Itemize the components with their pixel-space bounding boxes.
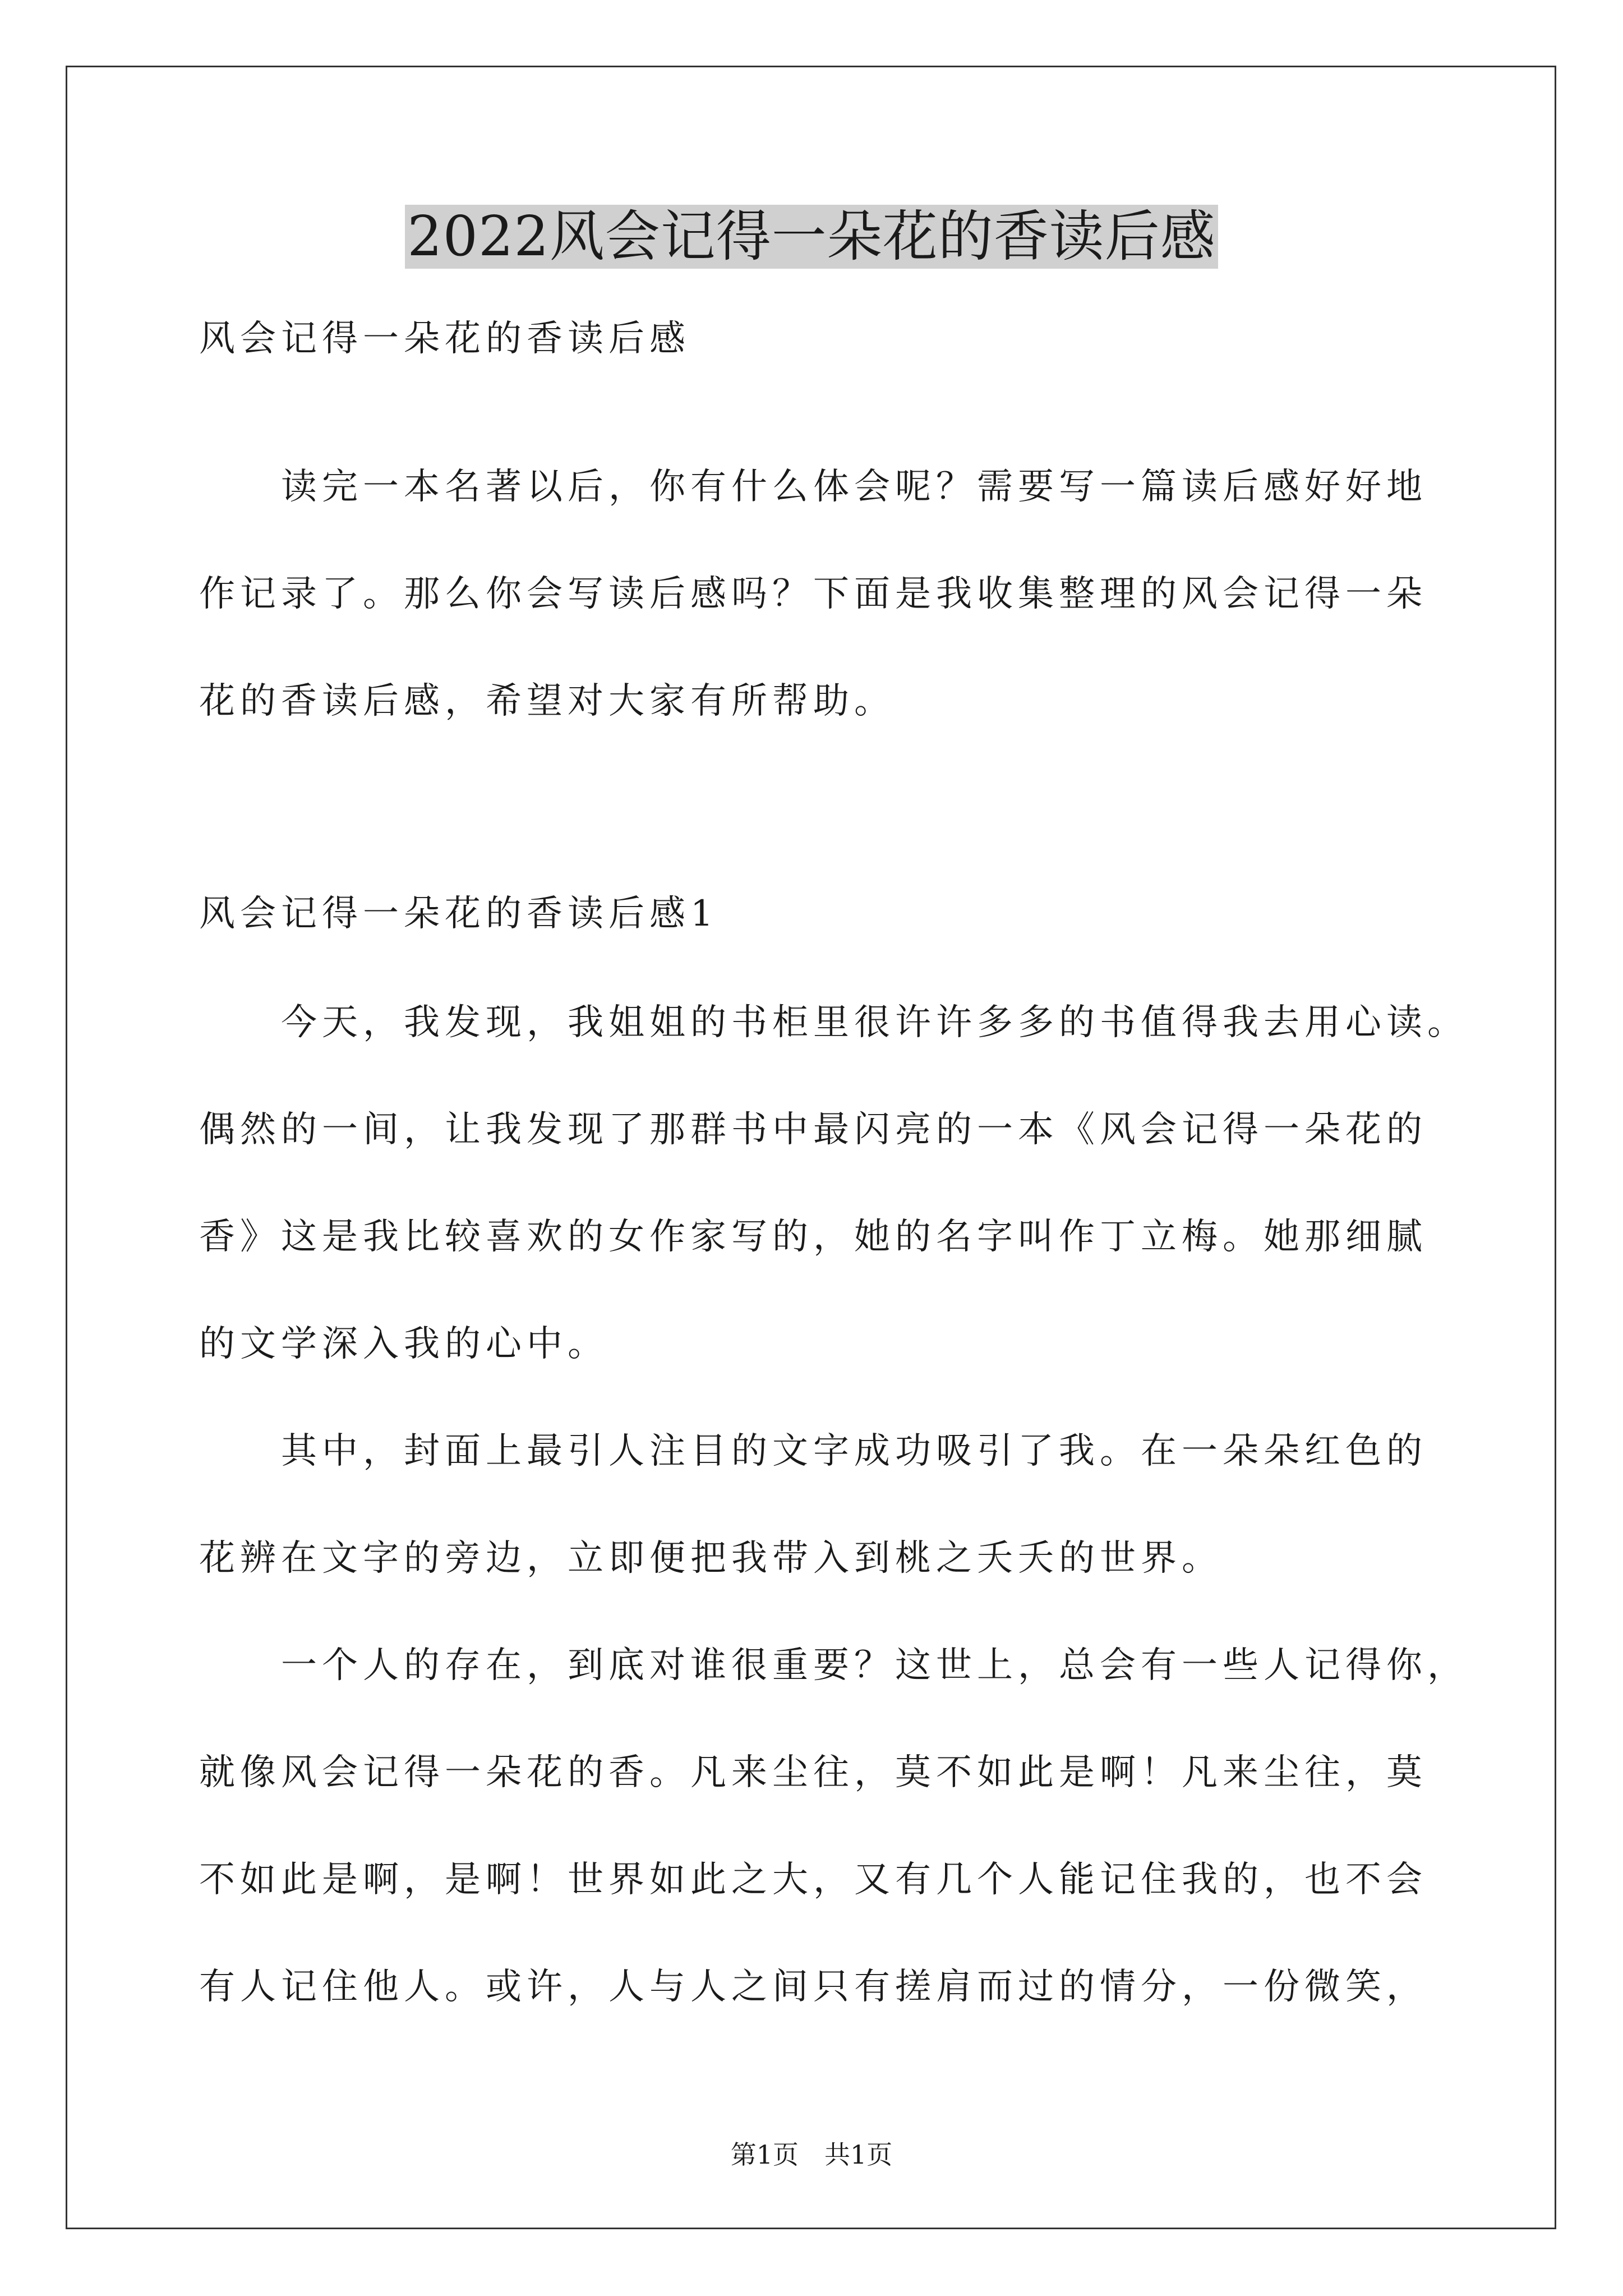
paragraph-line: 有人记住他人。或许，人与人之间只有搓肩而过的情分，一份微笑， [199,1966,1427,2008]
paragraph-line: 花辨在文字的旁边，立即便把我带入到桃之夭夭的世界。 [199,1538,1223,1579]
paragraph-line: 其中，封面上最引人注目的文字成功吸引了我。在一朵朵红色的 [199,1430,1427,1472]
paragraph-line: 作记录了。那么你会写读后感吗？下面是我收集整理的风会记得一朵 [199,573,1427,615]
paragraph-line: 的文学深入我的心中。 [199,1323,608,1365]
paragraph-line: 不如此是啊，是啊！世界如此之大，又有几个人能记住我的，也不会 [199,1859,1427,1901]
paragraph-line: 今天，我发现，我姐姐的书柜里很许许多多的书值得我去用心读。 [199,1002,1468,1043]
section-heading-1: 风会记得一朵花的香读后感1 [199,893,718,935]
paragraph-line: 一个人的存在，到底对谁很重要？这世上，总会有一些人记得你， [199,1645,1468,1686]
document-title-text: 2022风会记得一朵花的香读后感 [405,205,1218,269]
paragraph-line: 读完一本名著以后，你有什么体会呢？需要写一篇读后感好好地 [199,466,1427,508]
paragraph-line: 就像风会记得一朵花的香。凡来尘往，莫不如此是啊！凡来尘往，莫 [199,1752,1427,1793]
paragraph-line: 香》这是我比较喜欢的女作家写的，她的名字叫作丁立梅。她那细腻 [199,1216,1427,1258]
document-title [0,197,1623,276]
section-heading-intro: 风会记得一朵花的香读后感 [199,318,690,360]
paragraph-line: 偶然的一间，让我发现了那群书中最闪亮的一本《风会记得一朵花的 [199,1109,1427,1151]
paragraph-line: 花的香读后感，希望对大家有所帮助。 [199,680,895,722]
page-footer: 第1页 共1页 [730,2139,893,2170]
